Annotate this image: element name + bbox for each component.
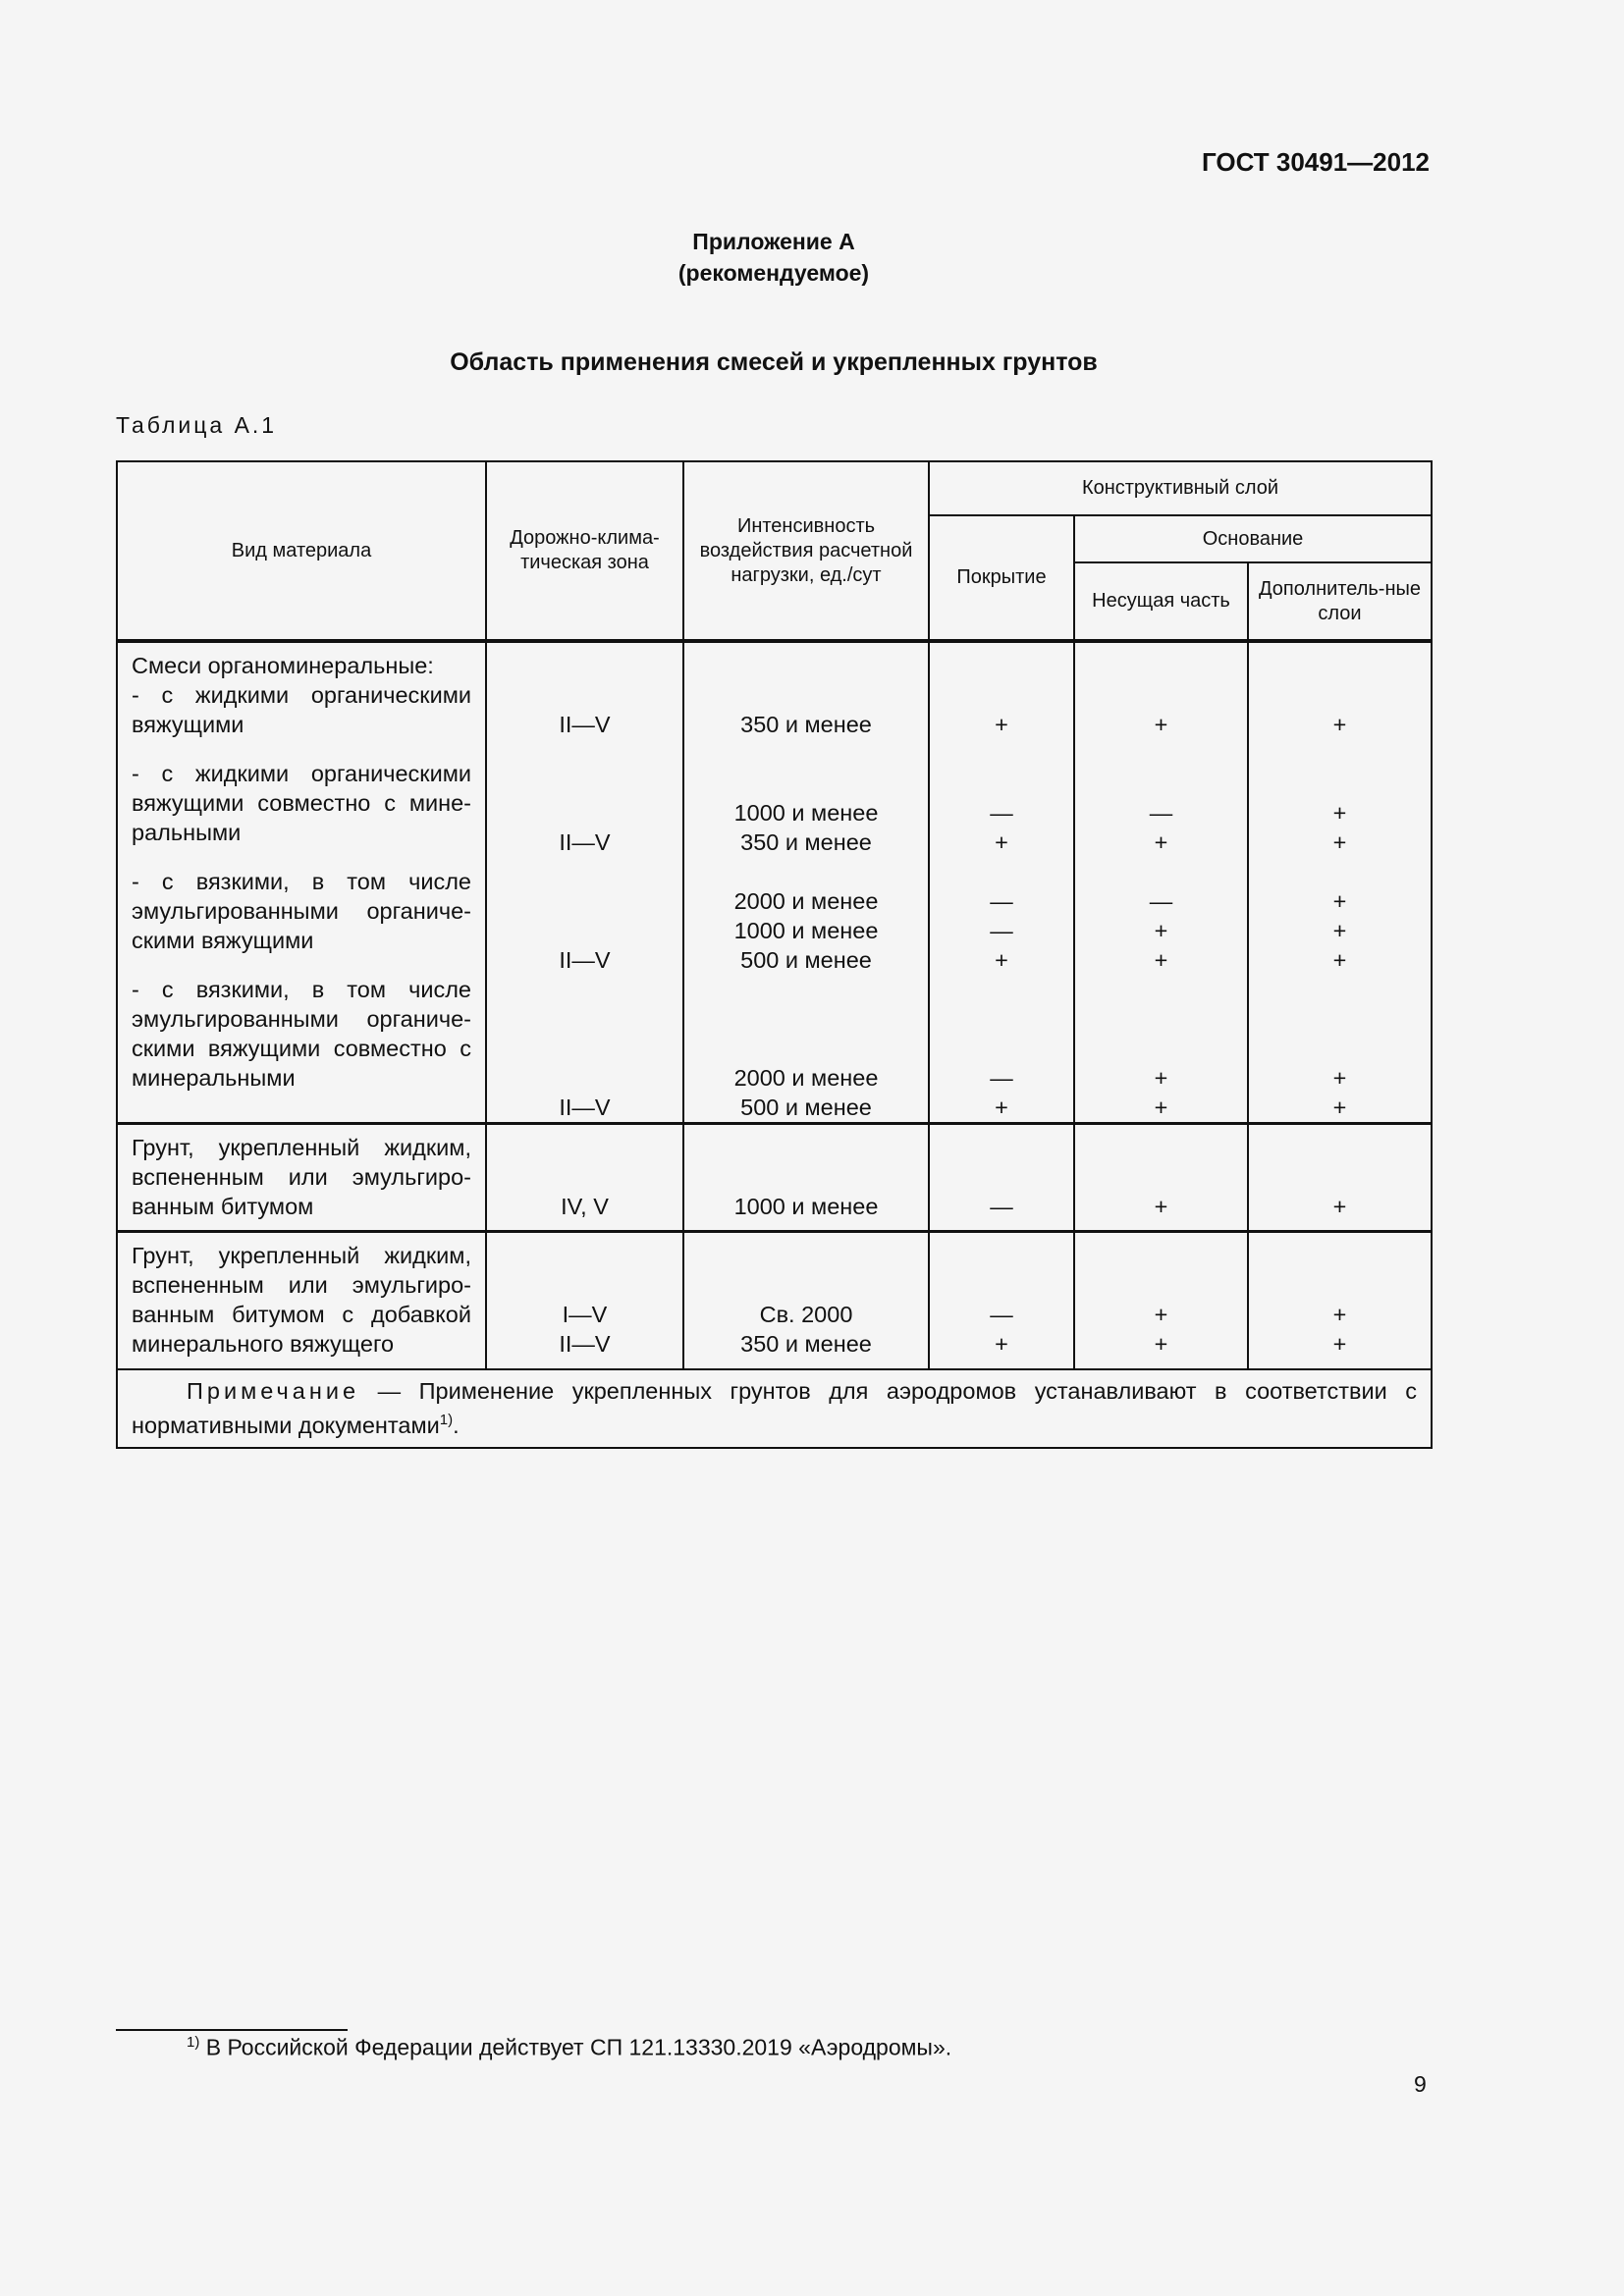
coating-mark: +	[995, 1095, 1008, 1120]
additional-mark: +	[1332, 829, 1347, 855]
zone-cell	[486, 641, 683, 1124]
application-table	[116, 460, 1433, 1449]
additional-mark: +	[1332, 888, 1347, 914]
additional-mark: +	[1332, 1194, 1347, 1219]
bearing-cell	[1074, 1124, 1248, 1232]
zone-value: I—V	[562, 1302, 608, 1327]
table-row	[117, 1232, 1432, 1369]
header-bearing: Несущая часть	[1074, 562, 1248, 641]
table-row	[117, 641, 1432, 1124]
bearing-mark: —	[1149, 800, 1173, 826]
intensity-value: 2000 и менее	[733, 1065, 879, 1091]
zone-cell	[486, 1232, 683, 1369]
material-line: - с жидкими органическими вяжущими	[132, 682, 471, 737]
bearing-cell	[1074, 641, 1248, 1124]
document-code: ГОСТ 30491—2012	[1202, 147, 1430, 177]
additional-mark: +	[1332, 918, 1347, 943]
bearing-mark: +	[1154, 1095, 1168, 1120]
material-line: - с жидкими органическими вяжущими совместно с мине-ральными	[132, 761, 471, 845]
header-material: Вид материала	[117, 461, 486, 641]
coating-cell	[929, 1232, 1074, 1369]
additional-mark: +	[1332, 1331, 1347, 1357]
section-title: Область применения смесей и укрепленных грунтов	[450, 348, 1098, 376]
page-number: 9	[1414, 2071, 1427, 2097]
bearing-mark: +	[1154, 1065, 1168, 1091]
intensity-value: 500 и менее	[740, 947, 872, 973]
coating-mark: —	[990, 1302, 1013, 1327]
note-text: — Применение укрепленных грунтов для аэродромов устанавливают в соответствии с нормативными документами	[132, 1377, 1418, 1438]
coating-mark: —	[990, 918, 1013, 943]
footnote-mark: 1)	[187, 2034, 200, 2051]
intensity-value: 500 и менее	[740, 1095, 872, 1120]
note-end: .	[453, 1412, 460, 1438]
note-label: Примечание	[187, 1377, 360, 1404]
intensity-value: 350 и менее	[740, 1331, 872, 1357]
bearing-mark: +	[1154, 1331, 1168, 1357]
intensity-cell	[683, 641, 929, 1124]
coating-mark: +	[995, 1331, 1008, 1357]
appendix-subtitle: (рекомендуемое)	[677, 260, 870, 286]
zone-value: II—V	[559, 1331, 611, 1357]
intensity-cell	[683, 1124, 929, 1232]
table-note	[117, 1369, 1432, 1449]
intensity-value: Св. 2000	[759, 1302, 853, 1327]
additional-cell	[1248, 641, 1432, 1124]
zone-value: II—V	[559, 712, 611, 737]
bearing-mark: +	[1154, 918, 1168, 943]
material-cell	[117, 1232, 486, 1369]
zone-value: II—V	[559, 947, 611, 973]
coating-mark: —	[990, 800, 1013, 826]
intensity-value: 350 и менее	[740, 712, 872, 737]
bearing-mark: —	[1149, 888, 1173, 914]
additional-mark: +	[1332, 1095, 1347, 1120]
header-layer: Конструктивный слой	[929, 461, 1432, 515]
coating-cell	[929, 641, 1074, 1124]
bearing-mark: +	[1154, 1302, 1168, 1327]
bearing-mark: +	[1154, 712, 1168, 737]
appendix-heading	[0, 226, 1547, 289]
header-additional: Дополнитель-ные слои	[1248, 562, 1432, 641]
header-intensity: Интенсивность воздействия расчетной нагрузки, ед./сут	[683, 461, 929, 641]
coating-mark: +	[995, 947, 1008, 973]
header-base: Основание	[1074, 515, 1432, 562]
note-footnote-ref: 1)	[439, 1411, 454, 1428]
coating-mark: +	[995, 829, 1008, 855]
appendix-title: Приложение А	[692, 229, 855, 254]
coating-mark: —	[990, 888, 1013, 914]
table-note-row	[117, 1369, 1432, 1449]
material-line: Грунт, укрепленный жидким, вспененным или эмульгиро-ванным битумом	[132, 1135, 471, 1219]
intensity-value: 1000 и менее	[733, 800, 879, 826]
bearing-cell	[1074, 1232, 1248, 1369]
intensity-value: 1000 и менее	[733, 918, 879, 943]
footnote-text: В Российской Федерации действует СП 121.13330.2019 «Аэродромы».	[205, 2034, 952, 2060]
bearing-mark: +	[1154, 1194, 1168, 1219]
material-cell	[117, 641, 486, 1124]
additional-mark: +	[1332, 800, 1347, 826]
intensity-value: 350 и менее	[740, 829, 872, 855]
material-cell	[117, 1124, 486, 1232]
intensity-value: 1000 и менее	[733, 1194, 879, 1219]
bearing-mark: +	[1154, 829, 1168, 855]
intensity-cell	[683, 1232, 929, 1369]
footnote-divider	[116, 2029, 348, 2031]
material-line: - с вязкими, в том числе эмульгированными органиче-скими вяжущими совместно с минеральными	[132, 977, 471, 1091]
zone-cell	[486, 1124, 683, 1232]
additional-mark: +	[1332, 1065, 1347, 1091]
additional-cell	[1248, 1124, 1432, 1232]
coating-mark: —	[990, 1194, 1013, 1219]
additional-mark: +	[1332, 712, 1347, 737]
material-line: Смеси органоминеральные:	[132, 653, 434, 678]
header-coating: Покрытие	[929, 515, 1074, 641]
table-caption: Таблица А.1	[116, 412, 278, 438]
zone-value: IV, V	[561, 1194, 609, 1219]
coating-mark: —	[990, 1065, 1013, 1091]
additional-mark: +	[1332, 947, 1347, 973]
bearing-mark: +	[1154, 947, 1168, 973]
intensity-value: 2000 и менее	[733, 888, 879, 914]
coating-cell	[929, 1124, 1074, 1232]
footnote	[187, 2034, 951, 2061]
material-line: Грунт, укрепленный жидким, вспененным или эмульгиро-ванным битумом с добавкой минерального вяжущего	[132, 1243, 471, 1357]
additional-mark: +	[1332, 1302, 1347, 1327]
zone-value: II—V	[559, 1095, 611, 1120]
header-zone: Дорожно-клима-тическая зона	[486, 461, 683, 641]
zone-value: II—V	[559, 829, 611, 855]
material-line: - с вязкими, в том числе эмульгированными органиче-скими вяжущими	[132, 869, 471, 953]
coating-mark: +	[995, 712, 1008, 737]
table-row	[117, 1124, 1432, 1232]
additional-cell	[1248, 1232, 1432, 1369]
